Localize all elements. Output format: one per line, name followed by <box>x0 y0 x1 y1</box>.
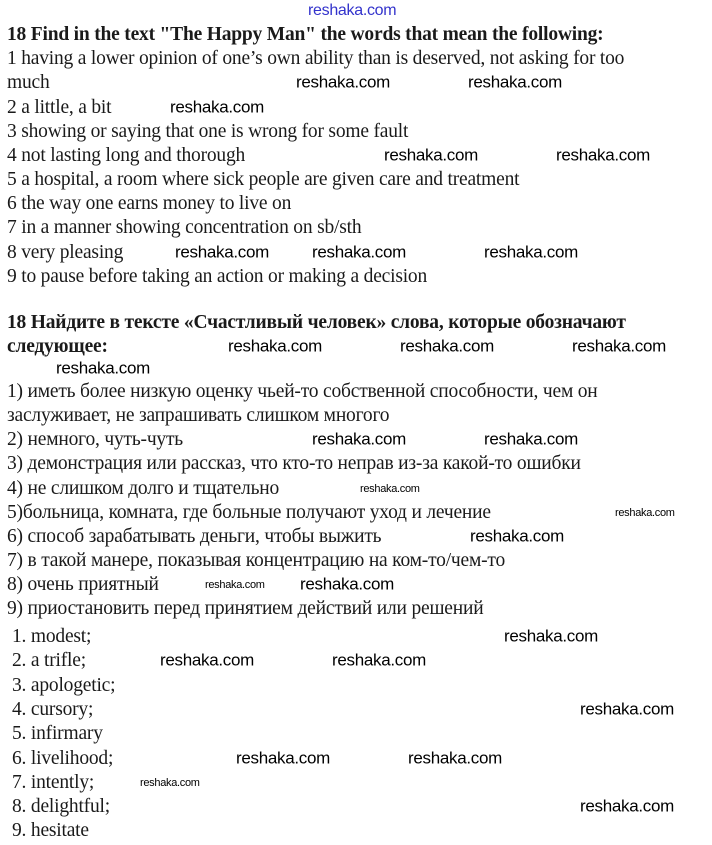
watermark: reshaka.com <box>236 748 331 768</box>
watermark: reshaka.com <box>400 336 495 356</box>
russian-title-cont: следующее: <box>7 336 108 358</box>
answer-item: 1. modest; <box>12 626 92 648</box>
watermark: reshaka.com <box>312 429 407 449</box>
english-line: 7 in a manner showing concentration on sb/sth <box>7 217 362 239</box>
english-line: 9 to pause before taking an action or making a decision <box>7 266 428 288</box>
watermark: reshaka.com <box>580 699 675 719</box>
answer-item: 8. delightful; <box>12 796 110 818</box>
watermark: reshaka.com <box>170 97 265 117</box>
watermark: reshaka.com <box>56 358 151 378</box>
russian-title: 18 Найдите в тексте «Счастливый человек» слова, которые обозначают <box>7 312 626 334</box>
watermark: reshaka.com <box>504 626 599 646</box>
answer-item: 9. hesitate <box>12 820 89 842</box>
answer-item: 5. infirmary <box>12 723 103 745</box>
russian-line: 9) приостановить перед принятием действий или решений <box>7 598 484 620</box>
watermark: reshaka.com <box>572 336 667 356</box>
answer-item: 7. intently; <box>12 772 95 794</box>
answer-item: 6. livelihood; <box>12 748 114 770</box>
watermark: reshaka.com <box>332 650 427 670</box>
watermark: reshaka.com <box>484 242 579 262</box>
answer-item: 4. cursory; <box>12 699 94 721</box>
watermark: reshaka.com <box>484 429 579 449</box>
russian-line: 2) немного, чуть-чуть <box>7 429 183 451</box>
watermark: reshaka.com <box>580 796 675 816</box>
russian-line: 7) в такой манере, показывая концентрацию на ком-то/чем-то <box>7 550 506 572</box>
watermark: reshaka.com <box>468 72 563 92</box>
english-title: 18 Find in the text "The Happy Man" the words that mean the following: <box>7 24 604 46</box>
watermark: reshaka.com <box>470 526 565 546</box>
answer-item: 3. apologetic; <box>12 675 116 697</box>
watermark: reshaka.com <box>408 748 503 768</box>
russian-line: 3) демонстрация или рассказ, что кто-то неправ из-за какой-то ошибки <box>7 453 581 475</box>
watermark: reshaka.com <box>360 482 420 495</box>
english-line: 8 very pleasing <box>7 242 124 264</box>
english-line: 2 a little, a bit <box>7 97 112 119</box>
russian-line: заслуживает, не запрашивать слишком многого <box>7 405 390 427</box>
watermark: reshaka.com <box>615 506 675 519</box>
watermark: reshaka.com <box>205 578 265 591</box>
watermark: reshaka.com <box>228 336 323 356</box>
english-line: 3 showing or saying that one is wrong for some fault <box>7 121 409 143</box>
watermark-header: reshaka.com <box>308 2 397 20</box>
english-line: much <box>7 72 50 94</box>
watermark: reshaka.com <box>312 242 407 262</box>
english-line: 4 not lasting long and thorough <box>7 145 246 167</box>
watermark: reshaka.com <box>556 145 651 165</box>
russian-line: 4) не слишком долго и тщательно <box>7 478 280 500</box>
watermark: reshaka.com <box>296 72 391 92</box>
russian-line: 1) иметь более низкую оценку чьей-то собственной способности, чем он <box>7 381 598 403</box>
english-line: 5 a hospital, a room where sick people are given care and treatment <box>7 169 520 191</box>
russian-line: 8) очень приятный <box>7 574 159 596</box>
watermark: reshaka.com <box>160 650 255 670</box>
watermark: reshaka.com <box>175 242 270 262</box>
watermark: reshaka.com <box>384 145 479 165</box>
russian-line: 6) способ зарабатывать деньги, чтобы выжить <box>7 526 382 548</box>
answer-item: 2. a trifle; <box>12 650 86 672</box>
watermark: reshaka.com <box>300 574 395 594</box>
watermark: reshaka.com <box>140 776 200 789</box>
english-line: 1 having a lower opinion of one’s own ability than is deserved, not asking for too <box>7 48 625 70</box>
english-line: 6 the way one earns money to live on <box>7 193 292 215</box>
russian-line: 5)больница, комната, где больные получают уход и лечение <box>7 502 491 524</box>
